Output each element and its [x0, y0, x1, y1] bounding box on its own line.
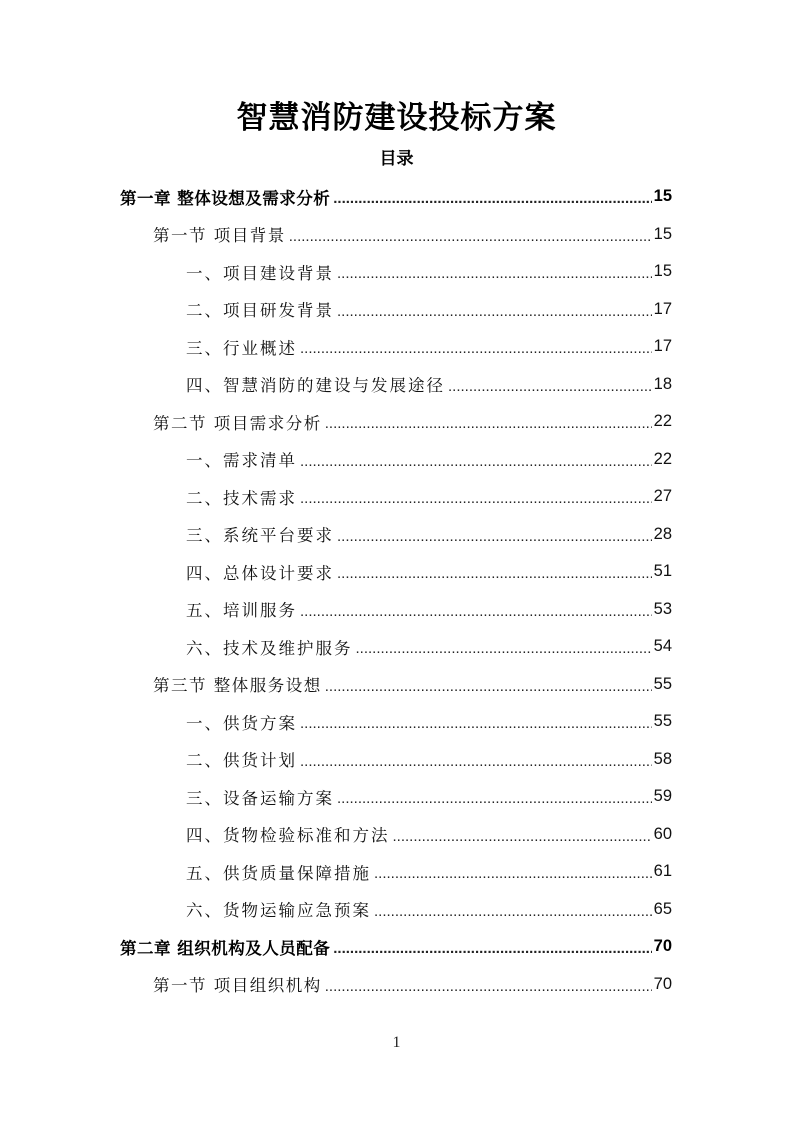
toc-leader-dots [325, 978, 652, 995]
toc-entry-label: 第三节 整体服务设想 [153, 676, 322, 696]
toc-entry-subsection[interactable] [186, 366, 672, 404]
toc-entry-page: 15 [653, 262, 672, 281]
toc-entry-subsection[interactable] [186, 703, 672, 741]
toc-entry-subsection[interactable] [186, 853, 672, 891]
toc-entry-page: 22 [653, 449, 672, 468]
toc-leader-dots [337, 265, 652, 282]
toc-entry-page: 17 [653, 337, 672, 356]
toc-entry-subsection[interactable] [186, 291, 672, 329]
toc-entry-label: 第一节 项目背景 [153, 226, 286, 246]
toc-entry-subsection[interactable] [186, 478, 672, 516]
toc-entry-section[interactable] [153, 216, 672, 254]
toc-entry-subsection[interactable] [186, 441, 672, 479]
toc-entry-label: 三、系统平台要求 [186, 526, 334, 546]
toc-entry-subsection[interactable] [186, 778, 672, 816]
toc-leader-dots [393, 828, 652, 845]
toc-entry-page: 55 [653, 712, 672, 731]
toc-entry-section[interactable] [153, 403, 672, 441]
toc-entry-section[interactable] [153, 966, 672, 1004]
toc-entry-label: 二、项目研发背景 [186, 301, 334, 321]
toc-entry-label: 第一章 整体设想及需求分析 [120, 188, 331, 208]
toc-leader-dots [300, 453, 652, 470]
toc-entry-label: 六、货物运输应急预案 [186, 901, 371, 921]
toc-entry-subsection[interactable] [186, 253, 672, 291]
toc-heading: 目录 [379, 149, 414, 169]
toc-entry-page: 51 [653, 562, 672, 581]
toc-leader-dots [337, 565, 652, 582]
toc-leader-dots [448, 378, 652, 395]
toc-entry-page: 22 [653, 412, 672, 431]
toc-leader-dots [337, 303, 652, 320]
toc-leader-dots [374, 903, 652, 920]
toc-entry-label: 一、供货方案 [186, 713, 297, 733]
toc-entry-subsection[interactable] [186, 553, 672, 591]
toc-entry-label: 五、供货质量保障措施 [186, 863, 371, 883]
toc-leader-dots [333, 940, 651, 957]
toc-entry-page: 58 [653, 749, 672, 768]
toc-entry-label: 六、技术及维护服务 [186, 638, 353, 658]
toc-entry-page: 15 [653, 187, 672, 206]
toc-entry-label: 第二章 组织机构及人员配备 [120, 938, 331, 958]
toc-leader-dots [300, 753, 652, 770]
toc-entry-label: 五、培训服务 [186, 601, 297, 621]
document-title: 智慧消防建设投标方案 [236, 100, 557, 136]
toc-leader-dots [300, 340, 652, 357]
toc-leader-dots [300, 603, 652, 620]
toc-leader-dots [374, 865, 652, 882]
toc-entry-page: 18 [653, 374, 672, 393]
toc-entry-label: 二、供货计划 [186, 751, 297, 771]
toc-leader-dots [337, 528, 652, 545]
toc-entry-label: 三、行业概述 [186, 338, 297, 358]
toc-leader-dots [325, 415, 652, 432]
toc-entry-subsection[interactable] [186, 591, 672, 629]
toc-leader-dots [325, 678, 652, 695]
toc-entry-label: 二、技术需求 [186, 488, 297, 508]
toc-entry-label: 四、智慧消防的建设与发展途径 [186, 376, 445, 396]
toc-entry-page: 53 [653, 599, 672, 618]
toc-entry-label: 第二节 项目需求分析 [153, 413, 322, 433]
toc-entry-page: 65 [653, 899, 672, 918]
toc-entry-label: 四、货物检验标准和方法 [186, 826, 390, 846]
toc-entry-page: 17 [653, 299, 672, 318]
toc-entry-label: 一、项目建设背景 [186, 263, 334, 283]
toc-entry-label: 四、总体设计要求 [186, 563, 334, 583]
toc-entry-subsection[interactable] [186, 516, 672, 554]
toc-leader-dots [289, 228, 652, 245]
toc-leader-dots [356, 640, 652, 657]
page-number: 1 [392, 1034, 401, 1051]
toc-entry-page: 27 [653, 487, 672, 506]
toc-entry-label: 第一节 项目组织机构 [153, 976, 322, 996]
toc-leader-dots [333, 190, 651, 207]
toc-entry-subsection[interactable] [186, 891, 672, 929]
toc-entry-page: 60 [653, 824, 672, 843]
toc-entry-page: 15 [653, 224, 672, 243]
toc-leader-dots [300, 490, 652, 507]
toc-entry-section[interactable] [153, 666, 672, 704]
toc-entry-page: 54 [653, 637, 672, 656]
toc-entry-page: 70 [653, 974, 672, 993]
toc-entry-subsection[interactable] [186, 741, 672, 779]
toc-entry-subsection[interactable] [186, 628, 672, 666]
toc-entry-chapter[interactable] [120, 178, 672, 216]
toc-entry-page: 28 [653, 524, 672, 543]
toc-entry-label: 三、设备运输方案 [186, 788, 334, 808]
toc-leader-dots [300, 715, 652, 732]
toc-leader-dots [337, 790, 652, 807]
toc-entry-chapter[interactable] [120, 928, 672, 966]
toc-entry-page: 59 [653, 787, 672, 806]
toc-entry-page: 70 [653, 937, 672, 956]
toc-entry-subsection[interactable] [186, 816, 672, 854]
toc-entry-page: 55 [653, 674, 672, 693]
toc-entry-page: 61 [653, 862, 672, 881]
toc-entry-label: 一、需求清单 [186, 451, 297, 471]
toc-entry-subsection[interactable] [186, 328, 672, 366]
